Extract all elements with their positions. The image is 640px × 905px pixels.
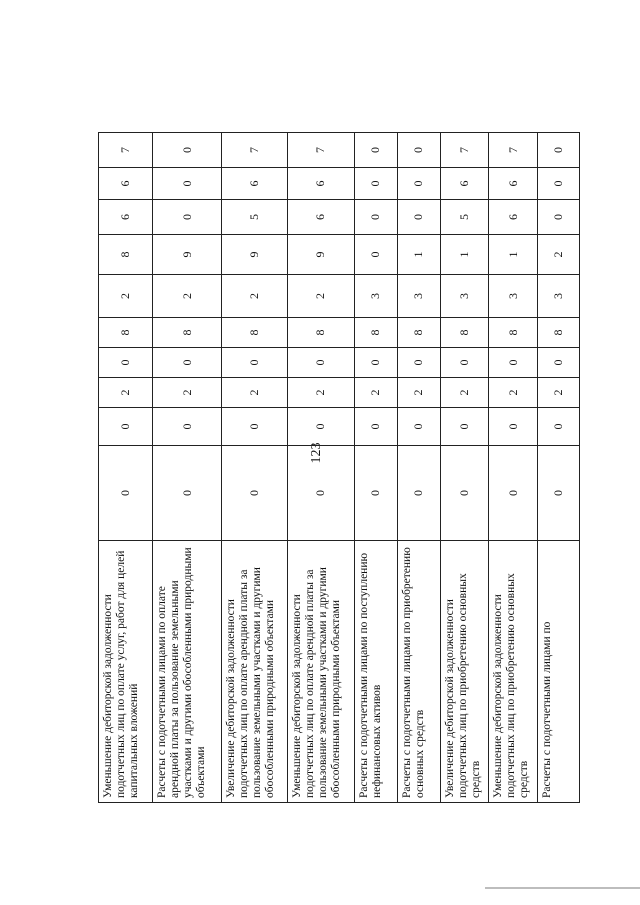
code-digit-cell: 5 [441, 200, 489, 235]
code-digit-cell: 7 [99, 133, 153, 168]
code-digit-cell: 0 [441, 348, 489, 378]
code-digit-cell: 8 [397, 318, 440, 348]
code-digit-cell: 0 [354, 446, 397, 541]
code-digit-cell: 0 [153, 408, 221, 446]
code-digit-cell: 0 [221, 408, 287, 446]
code-digit-cell: 6 [99, 168, 153, 200]
code-digit-cell: 0 [537, 168, 579, 200]
code-digit-cell: 2 [537, 378, 579, 408]
code-digit-cell: 0 [221, 446, 287, 541]
code-digit-cell: 8 [99, 235, 153, 275]
code-digit-cell: 2 [537, 235, 579, 275]
code-digit-cell: 8 [489, 318, 537, 348]
code-digit-cell: 1 [489, 235, 537, 275]
code-digit-cell: 2 [288, 378, 354, 408]
code-digit-cell: 7 [441, 133, 489, 168]
code-digit-cell: 0 [489, 446, 537, 541]
code-digit-cell: 8 [441, 318, 489, 348]
code-digit-cell: 6 [99, 200, 153, 235]
table-row [489, 133, 537, 803]
code-digit-cell: 0 [354, 200, 397, 235]
accounts-table-container [98, 133, 580, 803]
row-description: Уменьшение дебиторской задолженности подотчетных лиц по оплате услуг, работ для целей капитальных вложений [99, 541, 153, 803]
code-digit-cell: 7 [489, 133, 537, 168]
code-digit-cell: 0 [288, 446, 354, 541]
code-digit-cell: 8 [537, 318, 579, 348]
code-digit-cell: 2 [99, 275, 153, 318]
code-digit-cell: 6 [489, 200, 537, 235]
accounts-table [98, 132, 580, 803]
code-digit-cell: 0 [153, 168, 221, 200]
row-description: Увеличение дебиторской задолженности подотчетных лиц по оплате арендной платы за пользование земельными участками и другими обособленными природными объектами [221, 541, 287, 803]
code-digit-cell: 6 [489, 168, 537, 200]
code-digit-cell: 2 [153, 378, 221, 408]
code-digit-cell: 0 [354, 348, 397, 378]
code-digit-cell: 8 [288, 318, 354, 348]
table-row [397, 133, 440, 803]
row-description: Расчеты с подотчетными лицами по оплате арендной платы за пользование земельными участками и другими обособленными природными объектами [153, 541, 221, 803]
code-digit-cell: 1 [441, 235, 489, 275]
code-digit-cell: 0 [537, 200, 579, 235]
table-row [221, 133, 287, 803]
code-digit-cell: 2 [397, 378, 440, 408]
row-description: Расчеты с подотчетными лицами по [537, 541, 579, 803]
code-digit-cell: 0 [99, 348, 153, 378]
code-digit-cell: 6 [288, 168, 354, 200]
code-digit-cell: 0 [537, 408, 579, 446]
code-digit-cell: 0 [99, 408, 153, 446]
code-digit-cell: 9 [153, 235, 221, 275]
code-digit-cell: 0 [397, 446, 440, 541]
code-digit-cell: 3 [441, 275, 489, 318]
code-digit-cell: 2 [221, 378, 287, 408]
code-digit-cell: 0 [397, 408, 440, 446]
code-digit-cell: 0 [537, 133, 579, 168]
row-description: Увеличение дебиторской задолженности подотчетных лиц по приобретению основных средств [441, 541, 489, 803]
code-digit-cell: 0 [288, 408, 354, 446]
code-digit-cell: 0 [354, 408, 397, 446]
table-row [288, 133, 354, 803]
code-digit-cell: 0 [354, 133, 397, 168]
code-digit-cell: 8 [354, 318, 397, 348]
code-digit-cell: 0 [397, 168, 440, 200]
code-digit-cell: 8 [153, 318, 221, 348]
code-digit-cell: 0 [153, 348, 221, 378]
code-digit-cell: 0 [537, 348, 579, 378]
table-row [537, 133, 579, 803]
code-digit-cell: 9 [221, 235, 287, 275]
code-digit-cell: 0 [153, 200, 221, 235]
code-digit-cell: 7 [221, 133, 287, 168]
table-row [153, 133, 221, 803]
code-digit-cell: 0 [288, 348, 354, 378]
table-row [441, 133, 489, 803]
code-digit-cell: 0 [221, 348, 287, 378]
code-digit-cell: 0 [99, 446, 153, 541]
code-digit-cell: 0 [397, 200, 440, 235]
code-digit-cell: 3 [354, 275, 397, 318]
row-description: Расчеты с подотчетными лицами по приобретению основных средств [397, 541, 440, 803]
code-digit-cell: 3 [489, 275, 537, 318]
code-digit-cell: 0 [397, 133, 440, 168]
code-digit-cell: 0 [354, 168, 397, 200]
code-digit-cell: 6 [221, 168, 287, 200]
code-digit-cell: 0 [153, 446, 221, 541]
code-digit-cell: 0 [153, 133, 221, 168]
code-digit-cell: 3 [397, 275, 440, 318]
code-digit-cell: 6 [441, 168, 489, 200]
code-digit-cell: 0 [489, 408, 537, 446]
page-number: 123 [309, 442, 324, 464]
table-row [354, 133, 397, 803]
table-body [99, 133, 580, 803]
code-digit-cell: 0 [397, 348, 440, 378]
row-description: Уменьшение дебиторской задолженности подотчетных лиц по оплате арендной платы за пользование земельными участками и другими обособленными природными объектами [288, 541, 354, 803]
row-description: Уменьшение дебиторской задолженности подотчетных лиц по приобретению основных средств [489, 541, 537, 803]
code-digit-cell: 2 [153, 275, 221, 318]
scan-edge-line [485, 887, 640, 889]
row-description: Расчеты с подотчетными лицами по поступлению нефинансовых активов [354, 541, 397, 803]
code-digit-cell: 8 [221, 318, 287, 348]
code-digit-cell: 2 [441, 378, 489, 408]
code-digit-cell: 0 [489, 348, 537, 378]
code-digit-cell: 2 [221, 275, 287, 318]
code-digit-cell: 2 [99, 378, 153, 408]
code-digit-cell: 2 [288, 275, 354, 318]
code-digit-cell: 8 [99, 318, 153, 348]
code-digit-cell: 7 [288, 133, 354, 168]
code-digit-cell: 6 [288, 200, 354, 235]
code-digit-cell: 1 [397, 235, 440, 275]
code-digit-cell: 2 [489, 378, 537, 408]
code-digit-cell: 0 [354, 235, 397, 275]
code-digit-cell: 2 [354, 378, 397, 408]
code-digit-cell: 3 [537, 275, 579, 318]
table-row [99, 133, 153, 803]
code-digit-cell: 5 [221, 200, 287, 235]
code-digit-cell: 0 [441, 408, 489, 446]
code-digit-cell: 0 [537, 446, 579, 541]
code-digit-cell: 0 [441, 446, 489, 541]
code-digit-cell: 9 [288, 235, 354, 275]
